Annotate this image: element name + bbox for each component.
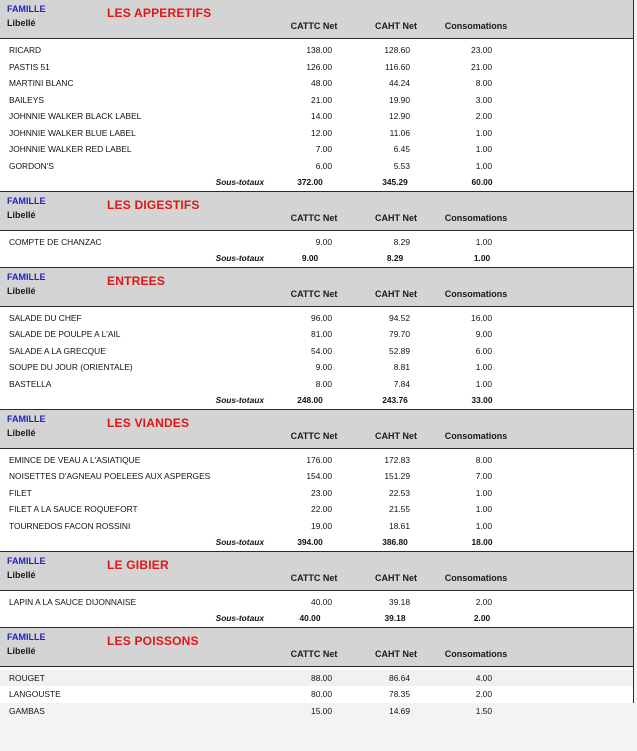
- subtotal-caht: 8.29: [386, 253, 404, 263]
- row-caht: 151.29: [384, 471, 410, 481]
- table-row: [0, 501, 633, 518]
- row-cattc: 81.00: [311, 329, 332, 339]
- table-row: [0, 59, 633, 76]
- row-cattc: 8.00: [315, 378, 332, 389]
- row-conso: 9.00: [475, 329, 492, 339]
- subtotal-label: Sous-totaux: [215, 613, 264, 623]
- row-label: LAPIN A LA SAUCE DIJONNAISE: [9, 596, 137, 607]
- subtotal-label: Sous-totaux: [215, 177, 264, 187]
- subtotal-caht: 386.80: [382, 537, 408, 547]
- subtotal-cattc: 394.00: [297, 537, 323, 547]
- row-caht: 128.60: [384, 45, 410, 55]
- row-label: GORDON'S: [9, 160, 54, 171]
- row-conso: 2.00: [475, 689, 492, 699]
- row-label: BASTELLA: [9, 378, 52, 389]
- row-caht: 19.90: [389, 94, 410, 105]
- table-row: [0, 92, 633, 109]
- section-digestifs: [0, 191, 633, 267]
- row-label: MARTINI BLANC: [9, 78, 74, 88]
- row-conso: 1.00: [475, 487, 492, 498]
- section-rows: [0, 307, 633, 409]
- subtotal-label: Sous-totaux: [215, 395, 264, 405]
- category-title: LES APPERETIFS: [107, 6, 212, 20]
- row-label: TOURNEDOS FACON ROSSINI: [9, 520, 131, 531]
- row-conso: 1.00: [475, 144, 492, 154]
- category-title: LE GIBIER: [107, 557, 169, 572]
- subtotal-cattc: 40.00: [299, 613, 321, 623]
- section-header: [0, 268, 633, 307]
- row-label: ROUGET: [9, 672, 45, 683]
- table-row: [0, 141, 633, 158]
- section-rows: [0, 449, 633, 551]
- row-cattc: 14.00: [311, 111, 332, 121]
- row-conso: 7.00: [475, 471, 492, 481]
- row-caht: 5.53: [393, 160, 410, 171]
- row-caht: 79.70: [389, 329, 410, 339]
- libelle-header: Libellé: [7, 209, 36, 220]
- table-row: [0, 594, 633, 611]
- row-cattc: 54.00: [311, 345, 332, 356]
- table-row: [0, 310, 633, 327]
- row-label: SALADE A LA GRECQUE: [9, 345, 106, 356]
- consommations-header: Consomations: [444, 648, 508, 659]
- libelle-header: Libellé: [7, 427, 36, 438]
- subtotal-row: [0, 250, 633, 267]
- row-cattc: 9.00: [315, 236, 332, 247]
- row-cattc: 6.00: [315, 160, 332, 171]
- section-rows: [0, 591, 633, 627]
- row-label: JOHNNIE WALKER RED LABEL: [9, 144, 132, 154]
- category-title: LES POISSONS: [107, 633, 199, 648]
- consommations-header: Consomations: [444, 288, 508, 299]
- table-row: [0, 468, 633, 485]
- table-row: [0, 108, 633, 125]
- subtotal-row: [0, 392, 633, 409]
- subtotal-conso: 33.00: [471, 395, 493, 405]
- cattc-header: CATTC Net: [290, 648, 338, 659]
- table-row: [0, 359, 633, 376]
- row-label: JOHNNIE WALKER BLUE LABEL: [9, 127, 136, 138]
- row-caht: 6.45: [393, 144, 410, 154]
- table-row: [0, 326, 633, 343]
- row-conso: 2.00: [475, 111, 492, 121]
- row-cattc: 12.00: [311, 127, 332, 138]
- row-cattc: 80.00: [311, 689, 332, 699]
- row-caht: 86.64: [389, 672, 410, 683]
- row-caht: 44.24: [389, 78, 410, 88]
- table-row: [0, 518, 633, 535]
- row-caht: 18.61: [389, 520, 410, 531]
- row-cattc: 154.00: [306, 471, 332, 481]
- section-poissons: [0, 627, 633, 720]
- row-caht: 7.84: [393, 378, 410, 389]
- cattc-header: CATTC Net: [290, 21, 338, 31]
- row-label: RICARD: [9, 45, 42, 55]
- cattc-header: CATTC Net: [290, 288, 338, 299]
- category-title: LES VIANDES: [107, 415, 190, 430]
- section-rows: [0, 231, 633, 267]
- consommations-header: Consomations: [444, 21, 508, 31]
- famille-label: FAMILLE: [7, 555, 46, 566]
- row-label: LANGOUSTE: [9, 689, 61, 699]
- table-row: [0, 670, 633, 687]
- row-conso: 16.00: [471, 312, 492, 323]
- subtotal-label: Sous-totaux: [215, 537, 264, 547]
- subtotal-conso: 60.00: [471, 177, 493, 187]
- consommations-header: Consomations: [444, 572, 508, 583]
- caht-header: CAHT Net: [375, 572, 417, 583]
- row-label: JOHNNIE WALKER BLACK LABEL: [9, 111, 142, 121]
- row-label: SALADE DE POULPE A L'AIL: [9, 329, 121, 339]
- subtotal-label: Sous-totaux: [215, 253, 264, 263]
- row-conso: 8.00: [475, 454, 492, 465]
- row-label: FILET: [9, 487, 32, 498]
- row-label: GAMBAS: [9, 705, 45, 716]
- row-conso: 1.50: [475, 705, 492, 716]
- row-cattc: 88.00: [311, 672, 332, 683]
- row-cattc: 176.00: [306, 454, 332, 465]
- caht-header: CAHT Net: [375, 212, 417, 223]
- row-cattc: 40.00: [311, 596, 332, 607]
- row-conso: 1.00: [475, 236, 492, 247]
- section-entrees: [0, 267, 633, 409]
- row-label: FILET A LA SAUCE ROQUEFORT: [9, 504, 138, 514]
- subtotal-cattc: 372.00: [297, 177, 323, 187]
- subtotal-cattc: 9.00: [301, 253, 319, 263]
- row-label: PASTIS 51: [9, 61, 50, 72]
- section-aperitifs: [0, 0, 633, 191]
- famille-label: FAMILLE: [7, 195, 46, 206]
- row-caht: 78.35: [389, 689, 410, 699]
- row-conso: 1.00: [475, 362, 492, 372]
- category-title: ENTREES: [107, 273, 166, 288]
- caht-header: CAHT Net: [375, 288, 417, 299]
- row-label: BAILEYS: [9, 94, 44, 105]
- caht-header: CAHT Net: [375, 21, 417, 31]
- section-rows: [0, 39, 633, 191]
- section-header: [0, 0, 633, 39]
- row-conso: 1.00: [475, 127, 492, 138]
- subtotal-caht: 243.76: [382, 395, 408, 405]
- cattc-header: CATTC Net: [290, 212, 338, 223]
- section-header: [0, 552, 633, 591]
- row-label: SOUPE DU JOUR (ORIENTALE): [9, 362, 133, 372]
- row-caht: 21.55: [389, 504, 410, 514]
- consommations-header: Consomations: [444, 212, 508, 223]
- subtotal-row: [0, 174, 633, 191]
- row-caht: 52.89: [389, 345, 410, 356]
- row-conso: 1.00: [475, 520, 492, 531]
- row-conso: 1.00: [475, 504, 492, 514]
- row-conso: 6.00: [475, 345, 492, 356]
- row-label: COMPTE DE CHANZAC: [9, 236, 102, 247]
- row-conso: 2.00: [475, 596, 492, 607]
- libelle-header: Libellé: [7, 645, 36, 656]
- table-row: [0, 343, 633, 360]
- table-row: [0, 75, 633, 92]
- table-row: [0, 452, 633, 469]
- row-conso: 1.00: [475, 378, 492, 389]
- libelle-header: Libellé: [7, 18, 36, 28]
- famille-label: FAMILLE: [7, 4, 46, 14]
- table-row: [0, 703, 633, 720]
- caht-header: CAHT Net: [375, 430, 417, 441]
- row-cattc: 19.00: [311, 520, 332, 531]
- famille-label: FAMILLE: [7, 271, 46, 282]
- cattc-header: CATTC Net: [290, 572, 338, 583]
- subtotal-row: [0, 610, 633, 627]
- row-cattc: 48.00: [311, 78, 332, 88]
- section-gibier: [0, 551, 633, 627]
- table-row: [0, 158, 633, 175]
- libelle-header: Libellé: [7, 285, 36, 296]
- row-caht: 12.90: [389, 111, 410, 121]
- row-cattc: 126.00: [306, 61, 332, 72]
- table-row: [0, 42, 633, 59]
- subtotal-caht: 345.29: [382, 177, 408, 187]
- row-caht: 39.18: [389, 596, 410, 607]
- row-conso: 8.00: [475, 78, 492, 88]
- row-cattc: 9.00: [315, 362, 332, 372]
- libelle-header: Libellé: [7, 569, 36, 580]
- section-header: [0, 192, 633, 231]
- table-row: [0, 234, 633, 251]
- category-title: LES DIGESTIFS: [107, 197, 200, 212]
- table-row: [0, 485, 633, 502]
- row-label: NOISETTES D'AGNEAU POELEES AUX ASPERGES: [9, 471, 211, 481]
- subtotal-conso: 18.00: [471, 537, 493, 547]
- row-caht: 172.83: [384, 454, 410, 465]
- subtotal-caht: 39.18: [384, 613, 406, 623]
- row-caht: 14.69: [389, 705, 410, 716]
- section-header: [0, 410, 633, 449]
- row-caht: 11.06: [389, 127, 410, 138]
- subtotal-row: [0, 534, 633, 551]
- section-rows: [0, 667, 633, 720]
- row-cattc: 22.00: [311, 504, 332, 514]
- row-conso: 21.00: [471, 61, 492, 72]
- subtotal-cattc: 248.00: [297, 395, 323, 405]
- row-cattc: 15.00: [311, 705, 332, 716]
- table-row: [0, 376, 633, 393]
- subtotal-conso: 1.00: [473, 253, 491, 263]
- row-conso: 4.00: [475, 672, 492, 683]
- row-label: SALADE DU CHEF: [9, 312, 82, 323]
- row-caht: 8.29: [393, 236, 410, 247]
- row-conso: 23.00: [471, 45, 492, 55]
- row-label: EMINCE DE VEAU A L'ASIATIQUE: [9, 454, 141, 465]
- cattc-header: CATTC Net: [290, 430, 338, 441]
- row-cattc: 21.00: [311, 94, 332, 105]
- row-caht: 116.60: [385, 61, 410, 72]
- famille-label: FAMILLE: [7, 413, 46, 424]
- subtotal-conso: 2.00: [473, 613, 491, 623]
- row-conso: 1.00: [475, 160, 492, 171]
- row-cattc: 23.00: [311, 487, 332, 498]
- famille-label: FAMILLE: [7, 631, 46, 642]
- row-caht: 22.53: [389, 487, 410, 498]
- table-row: [0, 125, 633, 142]
- table-row: [0, 686, 633, 703]
- row-cattc: 138.00: [306, 45, 332, 55]
- row-caht: 94.52: [389, 312, 410, 323]
- consommations-header: Consomations: [444, 430, 508, 441]
- caht-header: CAHT Net: [375, 648, 417, 659]
- section-viandes: [0, 409, 633, 551]
- row-cattc: 7.00: [315, 144, 332, 154]
- row-caht: 8.81: [393, 362, 410, 372]
- row-conso: 3.00: [475, 94, 492, 105]
- section-header: [0, 628, 633, 667]
- row-cattc: 96.00: [311, 312, 332, 323]
